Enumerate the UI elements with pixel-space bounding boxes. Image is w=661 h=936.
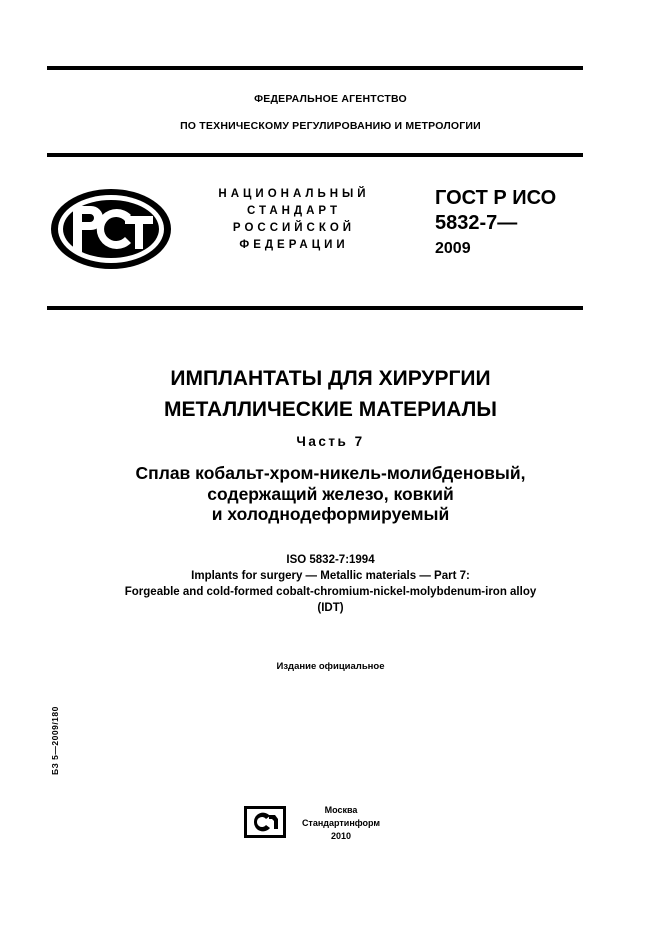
- subtitle-line-2: содержащий железо, ковкий: [207, 484, 454, 504]
- nat-line-1: НАЦИОНАЛЬНЫЙ: [218, 188, 370, 200]
- gost-line-2: 5832-7—: [435, 212, 518, 234]
- publisher-block: [296, 804, 386, 843]
- publisher-name: Стандартинформ: [301, 818, 381, 828]
- agency-line-1: ФЕДЕРАЛЬНОЕ АГЕНТСТВО: [254, 93, 407, 105]
- gost-line-1: ГОСТ Р ИСО: [435, 187, 557, 209]
- part-label: Часть 7: [296, 434, 365, 449]
- iso-line-3: Forgeable and cold-formed cobalt-chromium-nickel-molybdenum-iron alloy: [124, 586, 537, 598]
- gost-number: [435, 186, 556, 261]
- side-code: БЗ 5—2009/180: [50, 706, 60, 775]
- nat-line-4: ФЕДЕРАЦИИ: [239, 239, 349, 251]
- standard-rule: [47, 306, 583, 310]
- national-standard-block: [196, 186, 392, 254]
- publisher-city: Москва: [324, 805, 358, 815]
- nat-line-3: РОССИЙСКОЙ: [232, 222, 356, 234]
- header-rule: [47, 153, 583, 157]
- subtitle-line-1: Сплав кобальт-хром-никель-молибденовый,: [135, 463, 526, 483]
- agency-line-2: ПО ТЕХНИЧЕСКОМУ РЕГУЛИРОВАНИЮ И МЕТРОЛОГИИ: [180, 120, 481, 132]
- title-line-1: ИМПЛАНТАТЫ ДЛЯ ХИРУРГИИ: [170, 367, 491, 390]
- standartinform-logo-icon: [244, 806, 286, 838]
- gost-year: 2009: [435, 240, 471, 257]
- rst-logo-icon: [49, 187, 173, 271]
- iso-line-1: ISO 5832-7:1994: [286, 554, 375, 566]
- nat-line-2: СТАНДАРТ: [247, 205, 341, 217]
- subtitle-line-3: и холоднодеформируемый: [211, 504, 450, 524]
- iso-block: [0, 552, 661, 616]
- publisher-year: 2010: [330, 831, 352, 841]
- edition-label: Издание официальное: [276, 661, 385, 672]
- top-rule: [47, 66, 583, 70]
- iso-line-4: (IDT): [317, 602, 344, 614]
- iso-line-2: Implants for surgery — Metallic materials — Part 7:: [191, 570, 470, 582]
- title-line-2: МЕТАЛЛИЧЕСКИЕ МАТЕРИАЛЫ: [164, 398, 497, 421]
